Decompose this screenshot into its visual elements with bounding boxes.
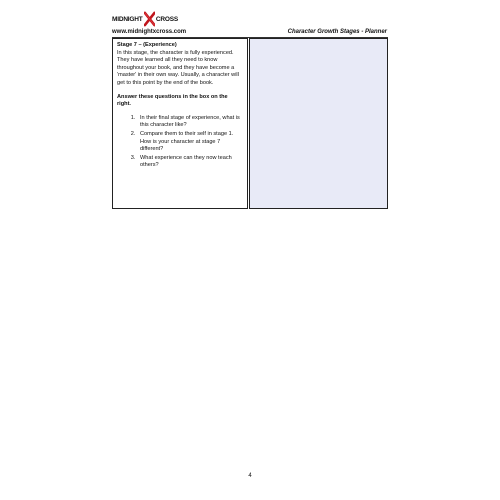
instruction-text: Answer these questions in the box on the right.: [117, 93, 228, 108]
stage-description-box: [112, 38, 248, 209]
question-item: 1. In their final stage of experience, what is this character like?: [137, 115, 243, 130]
document-title: Character Growth Stages - Planner: [287, 29, 387, 35]
stage-heading: Stage 7 – (Experience): [117, 42, 177, 48]
question-list: [117, 115, 243, 170]
logo-text-right: CROSS: [155, 15, 178, 23]
question-item: 2. Compare them to their self in stage 1. How is your character at stage 7 different?: [137, 131, 243, 154]
answer-box[interactable]: [249, 38, 388, 209]
midnightxcross-logo: [112, 10, 178, 28]
stage-description: In this stage, the character is fully experienced. They have learned all they need to know throughout your book, and they have become a 'master' in their own way. Usually, a character will get to this point by the end of the book.: [117, 49, 239, 86]
logo-text-left: MIDNIGHT: [112, 15, 143, 23]
page-number: 4: [248, 473, 252, 479]
question-item: 3. What experience can they now teach others?: [137, 155, 243, 170]
site-url: www.midnightxcross.com: [112, 29, 187, 35]
x-cross-icon: [144, 11, 155, 27]
